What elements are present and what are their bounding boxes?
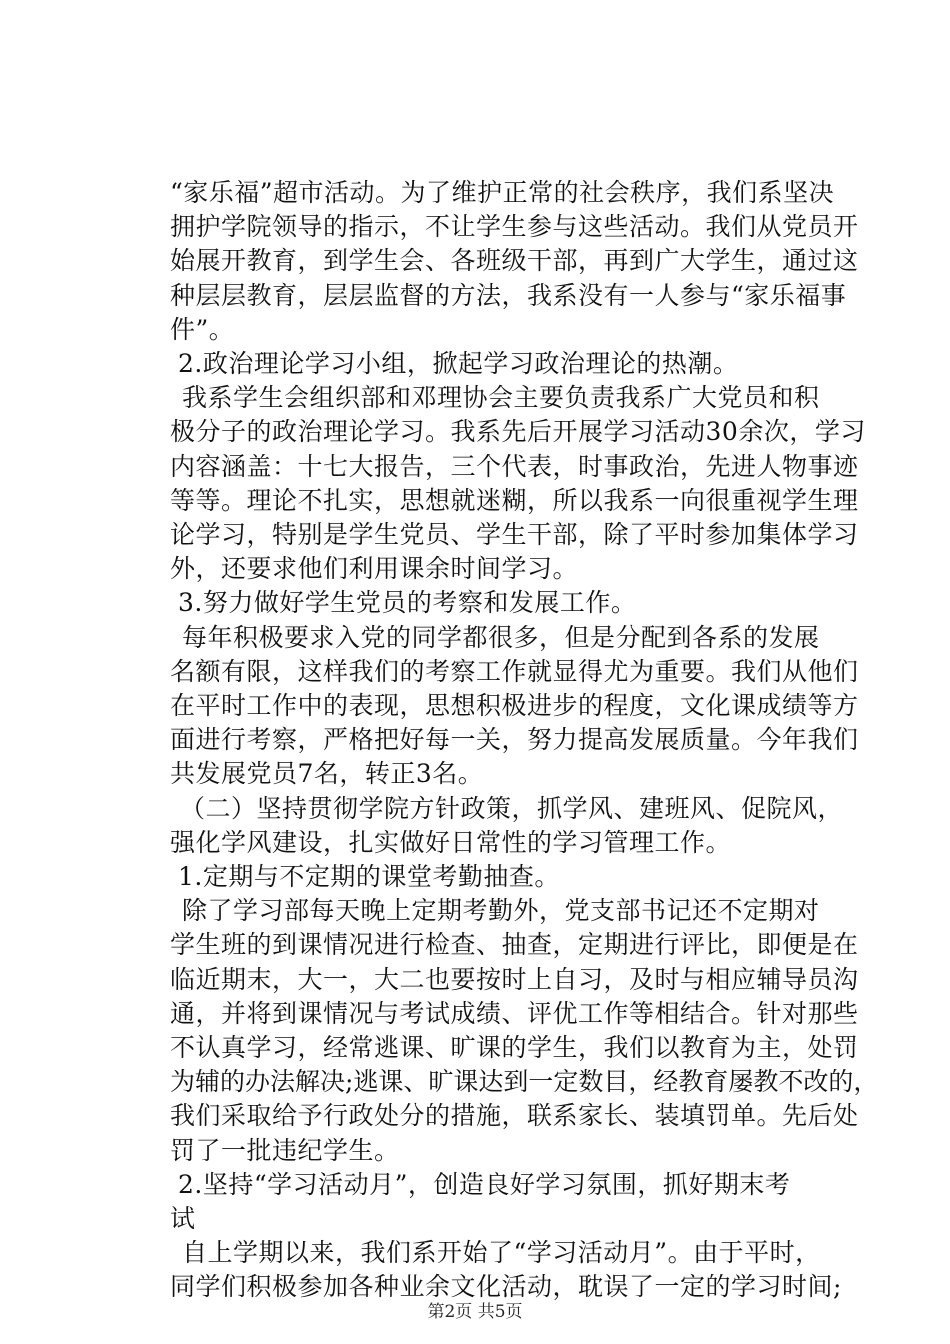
body-line: 自上学期以来，我们系开始了“学习活动月”。由于平时， [182, 1238, 821, 1267]
body-line: 外，还要求他们利用课余时间学习。 [170, 554, 579, 583]
page-number: 第2页 共5页 [427, 1302, 523, 1322]
body-line: 罚了一批违纪学生。 [170, 1136, 400, 1165]
body-line: 极分子的政治理论学习。我系先后开展学习活动30余次，学习 [170, 417, 866, 446]
body-line: 种层层教育，层层监督的方法，我系没有一人参与“家乐福事 [170, 281, 847, 310]
body-line: 不认真学习，经常逃课、旷课的学生，我们以教育为主，处罚 [170, 1033, 859, 1062]
body-line: 通，并将到课情况与考试成绩、评优工作等相结合。针对那些 [170, 999, 859, 1028]
body-line: 临近期末，大一，大二也要按时上自习，及时与相应辅导员沟 [170, 965, 859, 994]
body-line: 为辅的办法解决;逃课、旷课达到一定数目，经教育屡教不改的， [170, 1067, 879, 1096]
body-line: 除了学习部每天晚上定期考勤外，党支部书记还不定期对 [182, 896, 820, 925]
body-line: 我系学生会组织部和邓理协会主要负责我系广大党员和积 [182, 383, 820, 412]
section-heading: （二）坚持贯彻学院方针政策，抓学风、建班风、促院风， [180, 794, 844, 823]
section-heading: 2.政治理论学习小组，掀起学习政治理论的热潮。 [178, 349, 739, 378]
section-heading: 2.坚持“学习活动月”，创造良好学习氛围，抓好期末考 [178, 1170, 791, 1199]
body-line: 同学们积极参加各种业余文化活动，耽误了一定的学习时间; [170, 1272, 842, 1301]
body-line: 始展开教育，到学生会、各班级干部，再到广大学生，通过这 [170, 246, 859, 275]
body-line: 共发展党员7名，转正3名。 [170, 759, 484, 788]
body-line: 每年积极要求入党的同学都很多，但是分配到各系的发展 [182, 623, 820, 652]
section-heading: 强化学风建设，扎实做好日常性的学习管理工作。 [170, 828, 732, 857]
body-line: 名额有限，这样我们的考察工作就显得尤为重要。我们从他们 [170, 657, 859, 686]
section-heading: 3.努力做好学生党员的考察和发展工作。 [178, 588, 637, 617]
section-heading: 1.定期与不定期的课堂考勤抽查。 [178, 862, 560, 891]
body-line: 件”。 [170, 315, 235, 344]
body-line: 内容涵盖：十七大报告，三个代表，时事政治，先进人物事迹 [170, 452, 859, 481]
body-line: 拥护学院领导的指示，不让学生参与这些活动。我们从党员开 [170, 212, 859, 241]
body-line: “家乐福”超市活动。为了维护正常的社会秩序，我们系坚决 [170, 178, 835, 207]
section-heading: 试 [170, 1204, 196, 1233]
body-line: 论学习，特别是学生党员、学生干部，除了平时参加集体学习 [170, 520, 859, 549]
body-line: 等等。理论不扎实，思想就迷糊，所以我系一向很重视学生理 [170, 486, 859, 515]
body-line: 面进行考察，严格把好每一关，努力提高发展质量。今年我们 [170, 725, 859, 754]
body-line: 我们采取给予行政处分的措施，联系家长、装填罚单。先后处 [170, 1101, 859, 1130]
body-line: 学生班的到课情况进行检查、抽查，定期进行评比，即便是在 [170, 930, 859, 959]
body-line: 在平时工作中的表现，思想积极进步的程度，文化课成绩等方 [170, 691, 859, 720]
